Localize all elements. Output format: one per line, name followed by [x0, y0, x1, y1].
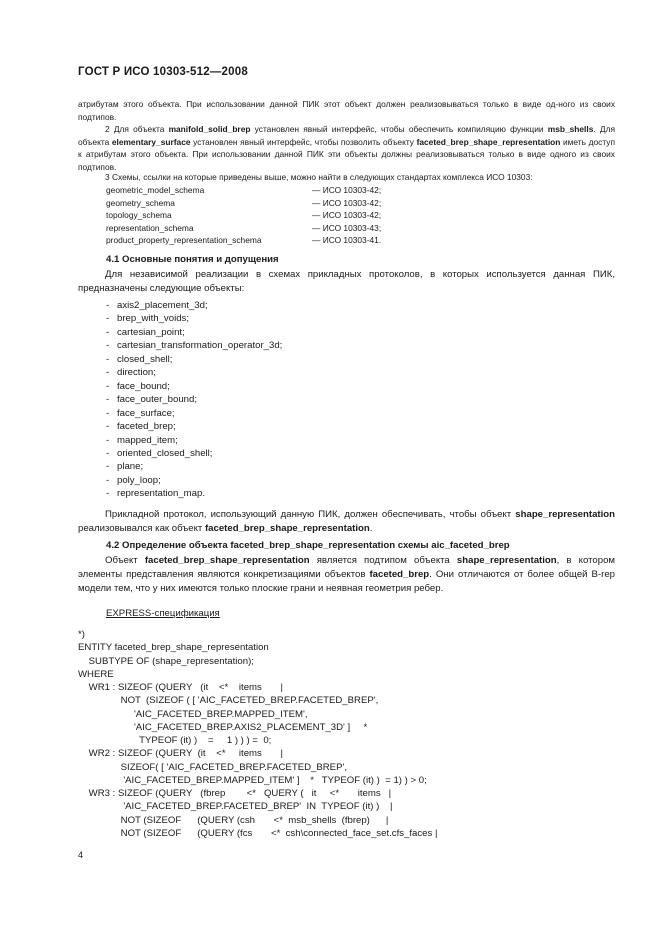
code-line: NOT (SIZEOF (QUERY (csh <* msb_shells (fbrep) |: [78, 814, 389, 826]
list-item-text: face_outer_bound;: [117, 394, 198, 406]
reference-standard: — ИСО 10303-42;: [312, 197, 382, 208]
note-text: 2 Для объекта: [105, 124, 169, 134]
reference-standard: — ИСО 10303-42;: [312, 185, 382, 195]
code-line: *): [78, 629, 85, 640]
reference-schema: product_property_representation_schema: [106, 235, 262, 246]
list-item-text: representation_map.: [117, 488, 205, 500]
reference-schema: geometric_model_schema: [106, 185, 205, 195]
section-4-1-text: Для независимой реализации в схемах прикладных протоколов, в которых используется данная ПИК, предназначены следующие объекты:: [78, 269, 615, 294]
term-bold: faceted_brep_shape_representation: [144, 555, 310, 566]
list-item-text: brep_with_voids;: [117, 313, 189, 325]
code-line: 'AIC_FACETED_BREP.MAPPED_ITEM',: [78, 708, 308, 720]
reference-row: [106, 184, 381, 197]
list-item: [106, 393, 282, 406]
code-line: NOT (SIZEOF ( [ 'AIC_FACETED_BREP.FACETED_BREP',: [78, 695, 379, 707]
reference-schema: geometry_schema: [106, 197, 175, 208]
section-4-2-paragraph: [78, 554, 615, 596]
reference-schema: topology_schema: [106, 210, 172, 221]
body-text: .: [369, 523, 373, 534]
list-item: [106, 487, 282, 500]
list-dash: -: [106, 353, 110, 365]
code-line: SUBTYPE OF (shape_representation);: [78, 655, 254, 667]
term-bold: elementary_surface: [111, 136, 191, 147]
reference-row: [106, 222, 381, 235]
list-item: [106, 407, 282, 420]
code-line: TYPEOF (it) ) = 1 ) ) ) = 0;: [78, 735, 272, 746]
section-4-2-heading: 4.2 Определение объекта faceted_brep_shape_representation схемы aic_faceted_brep: [106, 540, 510, 551]
section-4-1-closing: [78, 508, 615, 536]
list-item: [106, 353, 282, 366]
intro-text-3: 3 Схемы, ссылки на которые приведены выше, можно найти в следующих стандартах комплекса ИСО 10303:: [105, 172, 533, 182]
list-dash: -: [106, 380, 110, 392]
list-dash: -: [106, 313, 110, 325]
list-item: [106, 474, 282, 487]
list-item-text: axis2_placement_3d;: [117, 300, 208, 311]
page-number: 4: [78, 850, 84, 860]
list-dash: -: [106, 447, 110, 459]
intro-text-1: атрибутам этого объекта. При использовании данной ПИК этот объект должен реализовываться только в виде од-ного из своих подтипов.: [78, 99, 615, 122]
list-item: [106, 366, 282, 379]
body-text: Прикладной протокол, использующий данную ПИК, должен обеспечивать, чтобы объект: [105, 509, 516, 520]
reference-list: [106, 184, 381, 247]
code-line: WR1 : SIZEOF (QUERY (it <* items |: [78, 682, 283, 693]
list-dash: -: [106, 394, 110, 406]
page-header: ГОСТ Р ИСО 10303-512—2008: [78, 66, 248, 78]
entity-list: [106, 299, 282, 501]
reference-standard: — ИСО 10303-43;: [312, 222, 382, 233]
list-dash: -: [106, 300, 110, 311]
list-item-text: closed_shell;: [117, 353, 173, 365]
reference-schema: representation_schema: [106, 222, 194, 233]
list-item-text: face_surface;: [117, 407, 175, 419]
section-4-1-heading: 4.1 Основные понятия и допущения: [106, 254, 279, 265]
intro-paragraph-2: [78, 123, 615, 173]
intro-paragraph-3: [78, 171, 615, 184]
body-text: . Они отличаются от более общей B-rep модели тем, что у них имеются только плоские грани и неявная геометрия ребер.: [78, 569, 615, 594]
intro-paragraph-1: [78, 98, 615, 123]
list-item-text: face_bound;: [117, 380, 170, 392]
list-item: [106, 312, 282, 325]
reference-row: [106, 197, 381, 210]
list-dash: -: [106, 326, 110, 338]
term-bold: faceted_brep_shape_representation: [204, 523, 370, 534]
list-dash: -: [106, 488, 110, 500]
reference-row: [106, 209, 381, 222]
list-item-text: mapped_item;: [117, 434, 178, 446]
list-item: [106, 460, 282, 473]
note-text: установлен явный интерфейс, чтобы позволить объекту: [190, 136, 417, 147]
code-line: WHERE: [78, 668, 114, 680]
note-text: иметь доступ к атрибутам этого объекта. При использовании данной ПИК эти объекты должны реализовываться только в виде одного из своих подтипов.: [78, 136, 615, 172]
express-label: EXPRESS-спецификация: [106, 608, 220, 619]
list-dash: -: [106, 407, 110, 419]
code-line: ENTITY faceted_brep_shape_representation: [78, 642, 269, 654]
express-code-block: [78, 628, 598, 840]
note-text: . Для объекта: [78, 124, 615, 147]
term-bold: msb_shells: [547, 124, 594, 134]
list-item-text: direction;: [117, 367, 156, 379]
list-dash: -: [106, 461, 110, 473]
list-dash: -: [106, 474, 110, 486]
reference-standard: — ИСО 10303-41.: [312, 235, 382, 246]
list-item: [106, 447, 282, 460]
list-item: [106, 380, 282, 393]
body-text: реализовывался как объект: [78, 523, 205, 534]
code-line: 'AIC_FACETED_BREP.AXIS2_PLACEMENT_3D' ] *: [78, 721, 368, 733]
body-text: , в котором элементы представления являются конкретизациями объектов: [78, 555, 615, 580]
code-line: 'AIC_FACETED_BREP.MAPPED_ITEM' ] * TYPEOF (it) ) = 1) ) > 0;: [78, 774, 427, 786]
closing-text: [78, 508, 615, 536]
code-line: WR2 : SIZEOF (QUERY (it <* items |: [78, 748, 283, 760]
code-line: 'AIC_FACETED_BREP.FACETED_BREP' IN TYPEOF (it) ) |: [78, 801, 393, 813]
list-dash: -: [106, 367, 110, 379]
list-dash: -: [106, 434, 110, 446]
list-dash: -: [106, 421, 110, 433]
section-4-1-paragraph: [78, 268, 615, 296]
list-item: [106, 339, 282, 352]
list-item-text: plane;: [117, 461, 144, 473]
intro-text-2: [78, 123, 615, 173]
list-item-text: cartesian_point;: [117, 326, 185, 338]
term-bold: shape_representation: [515, 509, 615, 520]
code-line: WR3 : SIZEOF (QUERY (fbrep <* QUERY ( it <* items |: [78, 788, 392, 799]
term-bold: manifold_solid_brep: [168, 124, 251, 134]
code-line: SIZEOF( [ 'AIC_FACETED_BREP.FACETED_BREP',: [78, 761, 347, 773]
body-text: Объект: [105, 555, 145, 566]
term-bold: faceted_brep_shape_representation: [416, 136, 561, 147]
term-bold: shape_representation: [456, 555, 557, 566]
list-item: [106, 434, 282, 447]
body-text: является подтипом объекта: [309, 555, 457, 566]
list-item-text: poly_loop;: [117, 474, 161, 486]
list-item-text: cartesian_transformation_operator_3d;: [117, 340, 283, 352]
list-item: [106, 420, 282, 433]
section-4-2-text: [78, 554, 615, 596]
list-item-text: oriented_closed_shell;: [117, 447, 213, 459]
list-dash: -: [106, 340, 110, 352]
code-line: NOT (SIZEOF (QUERY (fcs <* csh\connected_face_set.cfs_faces |: [78, 827, 438, 839]
list-item: [106, 299, 282, 312]
note-text: установлен явный интерфейс, чтобы обеспечить компиляцию функции: [250, 124, 548, 134]
reference-row: [106, 234, 381, 247]
reference-standard: — ИСО 10303-42;: [312, 210, 382, 221]
list-item-text: faceted_brep;: [117, 421, 176, 433]
list-item: [106, 326, 282, 339]
term-bold: faceted_brep: [369, 569, 430, 580]
